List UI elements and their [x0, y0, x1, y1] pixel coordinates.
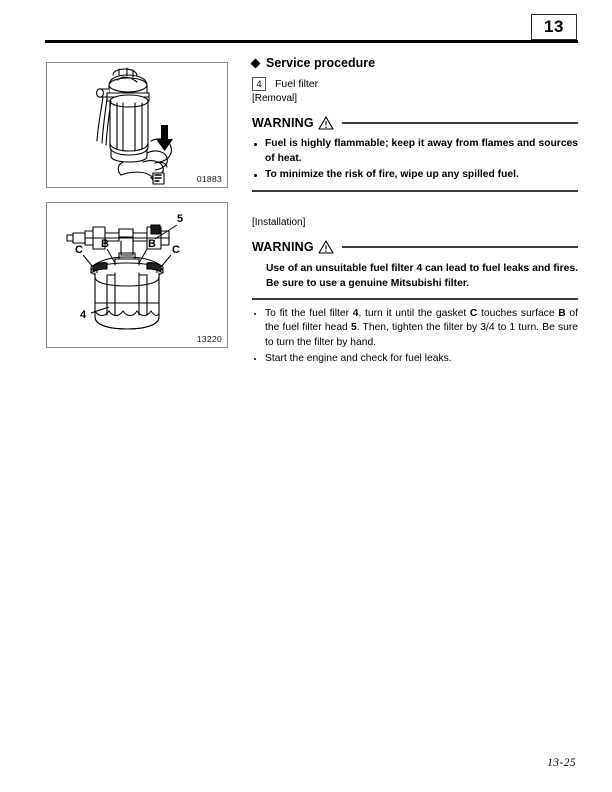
section-title — [252, 56, 578, 70]
warning-item: Fuel is highly flammable; keep it away from flames and sources of heat. — [252, 137, 578, 166]
warning-item: To minimize the risk of fire, wipe up any spilled fuel. — [252, 168, 578, 183]
instruction-list — [252, 307, 578, 367]
warning-foot-rule-installation — [252, 298, 578, 300]
instruction-item: Start the engine and check for fuel leaks. — [252, 352, 578, 367]
diamond-bullet-icon — [251, 58, 261, 68]
callout-label-5: 5 — [177, 213, 184, 225]
content-column — [252, 56, 578, 369]
warning-head-rule-installation — [342, 246, 578, 248]
figure-removal — [46, 62, 228, 188]
instruction-item: To fit the fuel filter 4, turn it until the gasket C touches surface B of the fuel filter head 5. Then, tighten the filter by 3/4 to 1 turn. Be sure to turn the filter by hand. — [252, 307, 578, 351]
figure-installation-id: 13220 — [196, 334, 222, 344]
header-rule — [45, 40, 578, 43]
callout-label-b-right: B — [148, 238, 156, 250]
callout-label-c-left: C — [75, 244, 83, 256]
warning-head-rule-removal — [342, 122, 578, 124]
removal-label: [Removal] — [252, 93, 298, 104]
figure-removal-illustration — [47, 63, 227, 187]
callout-label-4: 4 — [80, 309, 87, 321]
warning-head-removal — [252, 116, 578, 130]
callout-label-b-left: B — [101, 238, 109, 250]
chapter-tab — [531, 14, 577, 40]
callout-leader-c-left — [83, 255, 93, 267]
warning-word-installation: WARNING — [252, 239, 314, 254]
item-number-box: 4 — [252, 77, 266, 91]
callout-label-c-right: C — [172, 244, 180, 256]
section-spacer — [252, 192, 578, 216]
figure-installation-illustration — [47, 203, 227, 347]
item-heading — [252, 77, 578, 91]
warning-list-removal — [252, 137, 578, 183]
item-label: Fuel filter — [275, 78, 319, 90]
chapter-tab-number: 13 — [544, 17, 564, 36]
warning-triangle-icon — [318, 240, 334, 254]
section-title-text: Service procedure — [266, 56, 376, 70]
page-number-footer: 13-25 — [547, 757, 576, 769]
figure-removal-id: 01883 — [196, 174, 222, 184]
warning-word-removal: WARNING — [252, 116, 314, 130]
warning-head-installation — [252, 240, 578, 254]
installation-label: [Installation] — [252, 216, 306, 228]
warning-text-installation: Use of an unsuitable fuel filter 4 can lead to fuel leaks and fires. Be sure to use a genuine Mitsubishi filter. — [266, 262, 578, 289]
removal-direction-arrow — [156, 125, 173, 151]
warning-block-installation — [252, 240, 578, 300]
warning-block-removal — [252, 116, 578, 192]
figure-installation — [46, 202, 228, 348]
callout-leader-c-right — [161, 255, 171, 267]
warning-triangle-icon — [318, 116, 334, 130]
